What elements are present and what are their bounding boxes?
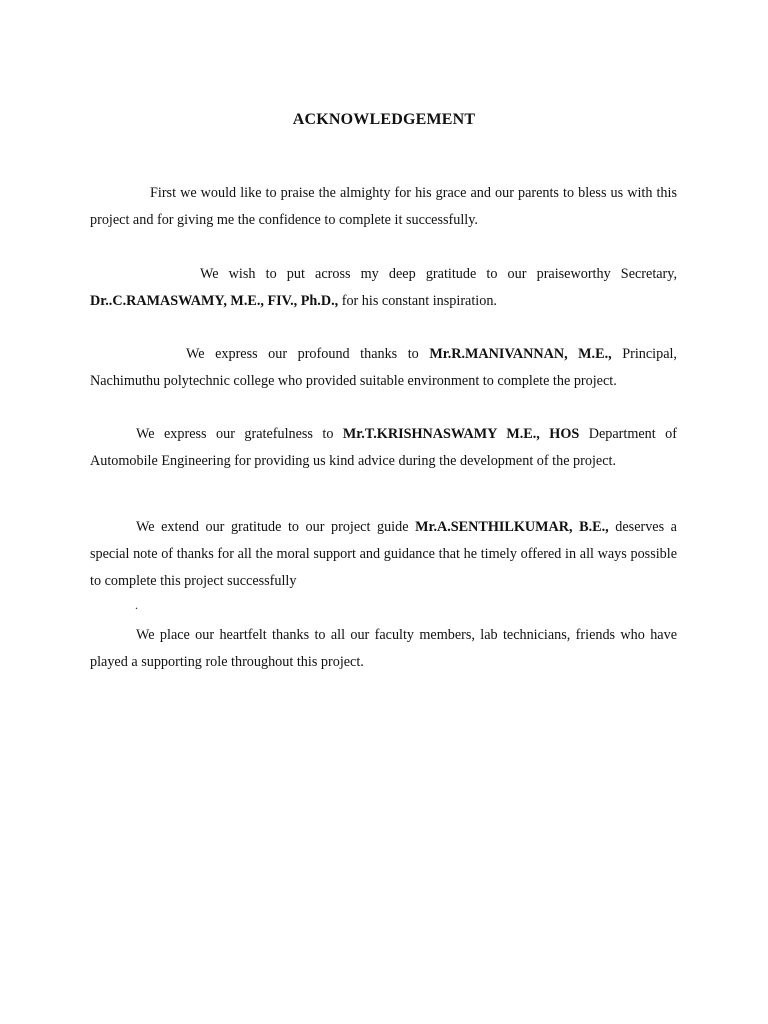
paragraph-text: deserves a special note of thanks for all the moral support and guidance that he timely offered in all ways possible to complete this project successfully: [90, 519, 677, 589]
paragraph-text: First we would like to praise the almighty for his grace and our parents to bless us with this project and for giving me the confidence to complete it successfully.: [90, 185, 677, 228]
paragraph-text: We place our heartfelt thanks to all our faculty members, lab technicians, friends who have played a supporting role throughout this project.: [90, 627, 677, 670]
principal-name: Mr.R.MANIVANNAN, M.E.,: [429, 346, 612, 362]
paragraph-text: We express our gratefulness to: [136, 426, 343, 442]
paragraph-secretary: [90, 261, 677, 315]
paragraph-principal: [90, 341, 677, 395]
stray-period-mark: .: [135, 598, 138, 612]
paragraph-text: We extend our gratitude to our project guide: [136, 519, 416, 535]
paragraph-guide: [90, 514, 677, 595]
paragraph-text: for his constant inspiration.: [338, 293, 497, 309]
paragraph-text: We wish to put across my deep gratitude to our praiseworthy Secretary,: [200, 266, 677, 282]
hos-name: Mr.T.KRISHNASWAMY M.E., HOS: [342, 426, 580, 442]
paragraph-text: Department of Automobile Engineering for providing us kind advice during the development of the project.: [90, 426, 677, 469]
paragraph-faculty: [90, 622, 677, 676]
paragraph-praise: [90, 180, 677, 234]
paragraph-hos: [90, 421, 677, 475]
guide-name: Mr.A.SENTHILKUMAR, B.E.,: [415, 519, 609, 535]
secretary-name: Dr..C.RAMASWAMY, M.E., FIV., Ph.D.,: [90, 293, 339, 309]
paragraph-text: We express our profound thanks to: [186, 346, 430, 362]
page-title: ACKNOWLEDGEMENT: [292, 111, 476, 128]
paragraph-text: Principal, Nachimuthu polytechnic college who provided suitable environment to complete the project.: [90, 346, 677, 389]
